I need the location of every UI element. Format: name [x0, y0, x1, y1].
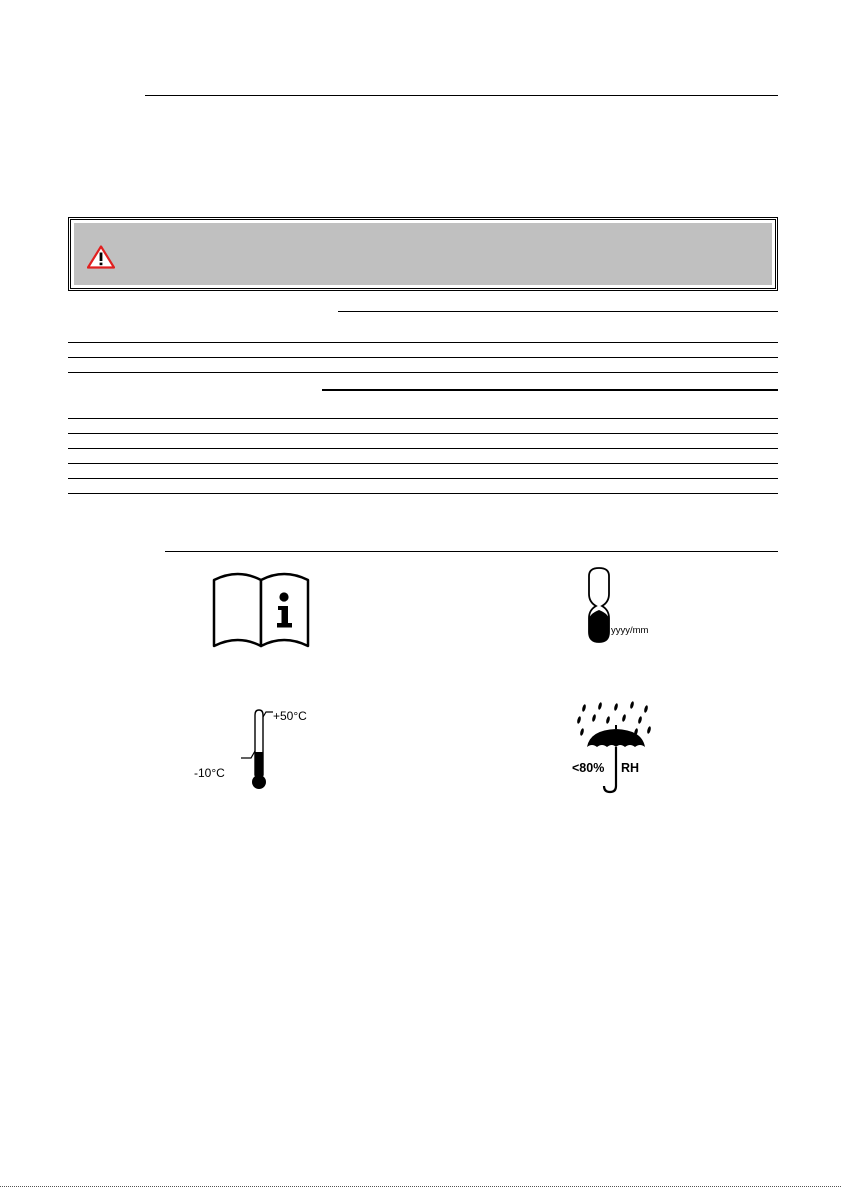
symbols-section-rule — [165, 551, 778, 552]
humidity-limit-icon — [570, 700, 660, 800]
page-bottom-edge — [0, 1186, 841, 1187]
table2-row-rule — [68, 478, 778, 479]
table1-header-rule — [338, 311, 778, 312]
table1-row-rule — [68, 372, 778, 373]
table1-row-rule — [68, 357, 778, 358]
humidity-unit-label: RH — [621, 761, 640, 775]
expiry-date-label: yyyy/mm — [611, 625, 649, 636]
temperature-limit-icon — [193, 706, 325, 796]
hourglass-expiry-icon — [585, 566, 655, 646]
table2-header-rule — [322, 389, 778, 391]
warning-box — [68, 217, 778, 291]
table2-row-rule — [68, 433, 778, 434]
table2-row-rule — [68, 448, 778, 449]
table2-row-rule — [68, 493, 778, 494]
table2-row-rule — [68, 418, 778, 419]
section-rule-top — [145, 95, 778, 96]
table1-row-rule — [68, 342, 778, 343]
warning-triangle-icon — [87, 245, 115, 269]
table2-row-rule — [68, 463, 778, 464]
instruction-manual-icon — [211, 568, 311, 650]
warning-panel — [74, 223, 772, 285]
humidity-value-label: <80% — [572, 761, 605, 775]
temperature-lower-label: -10°C — [194, 766, 225, 780]
temperature-upper-label: +50°C — [273, 709, 307, 723]
